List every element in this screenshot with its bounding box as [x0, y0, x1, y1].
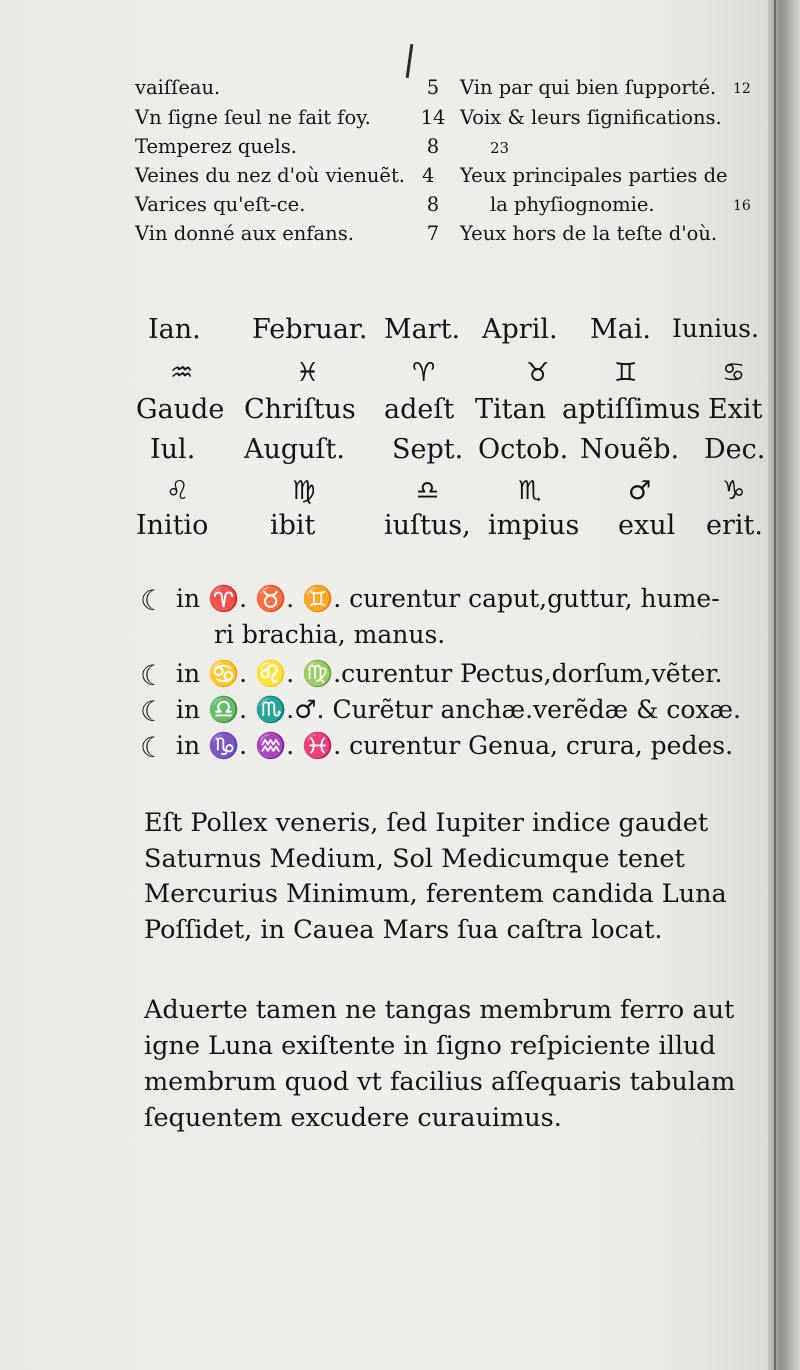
index-left-entry: vaiſſeau. — [135, 76, 221, 99]
index-row — [0, 135, 768, 163]
advice-line: ſequentem excudere curauimus. — [144, 1103, 562, 1133]
verse-word: Exit — [708, 394, 763, 425]
verse-word: aptiſſimus — [562, 394, 701, 425]
advice-line: Aduerte tamen ne tangas membrum ferro aut — [144, 995, 735, 1025]
moon-line-text: ri brachia, manus. — [214, 620, 446, 649]
aries-icon: ♈ — [412, 358, 436, 388]
advice-paragraph — [144, 992, 766, 1136]
advice-line: membrum quod vt facilius aſſequaris tabulam — [144, 1067, 736, 1097]
month-name: Octob. — [478, 434, 569, 465]
verse-line: Poſſidet, in Cauea Mars ſua caſtra locat. — [144, 914, 663, 945]
moon-icon: ☾ — [140, 659, 166, 692]
index-left-entry: Vin donné aux enfans. — [135, 222, 354, 245]
month-name: Dec. — [704, 434, 766, 465]
pisces-icon: ♓ — [296, 358, 320, 388]
index-left-entry: Temperez quels. — [135, 135, 297, 158]
verse-line: Saturnus Medium, Sol Medicumque tenet — [144, 843, 685, 874]
leo-icon: ♌ — [166, 476, 190, 506]
verse-line: Mercurius Minimum, ferentem candida Luna — [144, 879, 727, 909]
verse-word: exul — [618, 510, 676, 541]
index-left-entry: Varices qu'eſt-ce. — [135, 193, 306, 216]
index-right-entry: la phyſiognomie. — [490, 193, 655, 216]
verse-word: iuſtus, — [384, 510, 471, 541]
taurus-icon: ♉ — [526, 358, 550, 388]
index-right-entry: Voix & leurs ſignifications. — [460, 106, 722, 129]
index-row — [0, 106, 768, 134]
index-right-entry: 23 — [490, 139, 510, 157]
verse-line: Eſt Pollex veneris, ſed Iupiter indice gaudet — [144, 808, 709, 838]
moon-line-text: in ♈. ♉. ♊. curentur caput,guttur, hume- — [176, 584, 720, 613]
index-right-page: 16 — [733, 198, 751, 214]
index-left-page: 8 — [426, 135, 440, 158]
month-name: Sept. — [392, 434, 464, 465]
aquarius-icon: ♒ — [170, 358, 194, 388]
index-row — [0, 222, 768, 250]
month-name: Iunius. — [672, 314, 759, 343]
verse-word: Gaude — [136, 394, 225, 425]
verse-word: adeſt — [384, 394, 455, 425]
index-row — [0, 193, 768, 221]
index-left-entry: Veines du nez d'où vienuẽt. — [135, 164, 406, 187]
index-left-page: 14 — [420, 106, 446, 129]
index-left-page: 5 — [426, 76, 440, 99]
moon-icon: ☾ — [140, 584, 166, 617]
capricorn-icon: ♑ — [722, 476, 746, 506]
index-left-page: 8 — [426, 193, 440, 216]
virgo-icon: ♍ — [292, 476, 316, 506]
month-name: April. — [482, 314, 558, 345]
month-name: Februar. — [252, 314, 368, 345]
index-row — [0, 76, 768, 104]
moon-line-text: in ♎. ♏.♂. Curẽtur anchæ.verẽdæ & coxæ. — [176, 695, 741, 724]
verse-word: impius — [488, 510, 580, 541]
moon-icon: ☾ — [140, 695, 166, 728]
index-right-page: 12 — [733, 81, 751, 97]
cancer-icon: ♋ — [722, 358, 746, 388]
moon-line-text: in ♑. ♒. ♓. curentur Genua, crura, pedes. — [176, 731, 734, 760]
month-name: Mai. — [590, 314, 651, 345]
month-name: Iul. — [150, 434, 196, 465]
mars-icon: ♂ — [628, 476, 652, 506]
advice-line: igne Luna exiſtente in ſigno reſpiciente illud — [144, 1031, 716, 1061]
gemini-icon: ♊ — [614, 358, 638, 388]
index-right-entry: Yeux hors de la teſte d'où. — [460, 222, 718, 245]
book-gutter — [768, 0, 800, 1370]
verse-word: Chriſtus — [244, 394, 356, 425]
month-name: Ian. — [148, 314, 201, 345]
scorpio-icon: ♏ — [518, 476, 542, 506]
moon-line-text: in ♋. ♌. ♍.curentur Pectus,dorſum,vẽter. — [176, 659, 723, 688]
index-left-page: 7 — [426, 222, 440, 245]
verse-word: Titan — [475, 394, 546, 425]
index-left-page: 4 — [422, 164, 435, 187]
index-right-entry: Vin par qui bien ſupporté. — [460, 76, 717, 99]
moon-icon: ☾ — [140, 731, 166, 764]
month-name: Mart. — [384, 314, 461, 345]
verse-word: Initio — [136, 510, 209, 541]
libra-icon: ♎ — [416, 476, 440, 506]
verse-paragraph — [144, 806, 766, 948]
verse-word: erit. — [706, 510, 763, 541]
verse-word: ibit — [270, 510, 316, 541]
month-name: Nouẽb. — [580, 434, 680, 465]
index-right-entry: Yeux principales parties de — [460, 164, 728, 187]
index-row — [0, 164, 768, 192]
month-name: Auguſt. — [244, 434, 345, 465]
index-left-entry: Vn ſigne ſeul ne fait foy. — [135, 106, 371, 129]
